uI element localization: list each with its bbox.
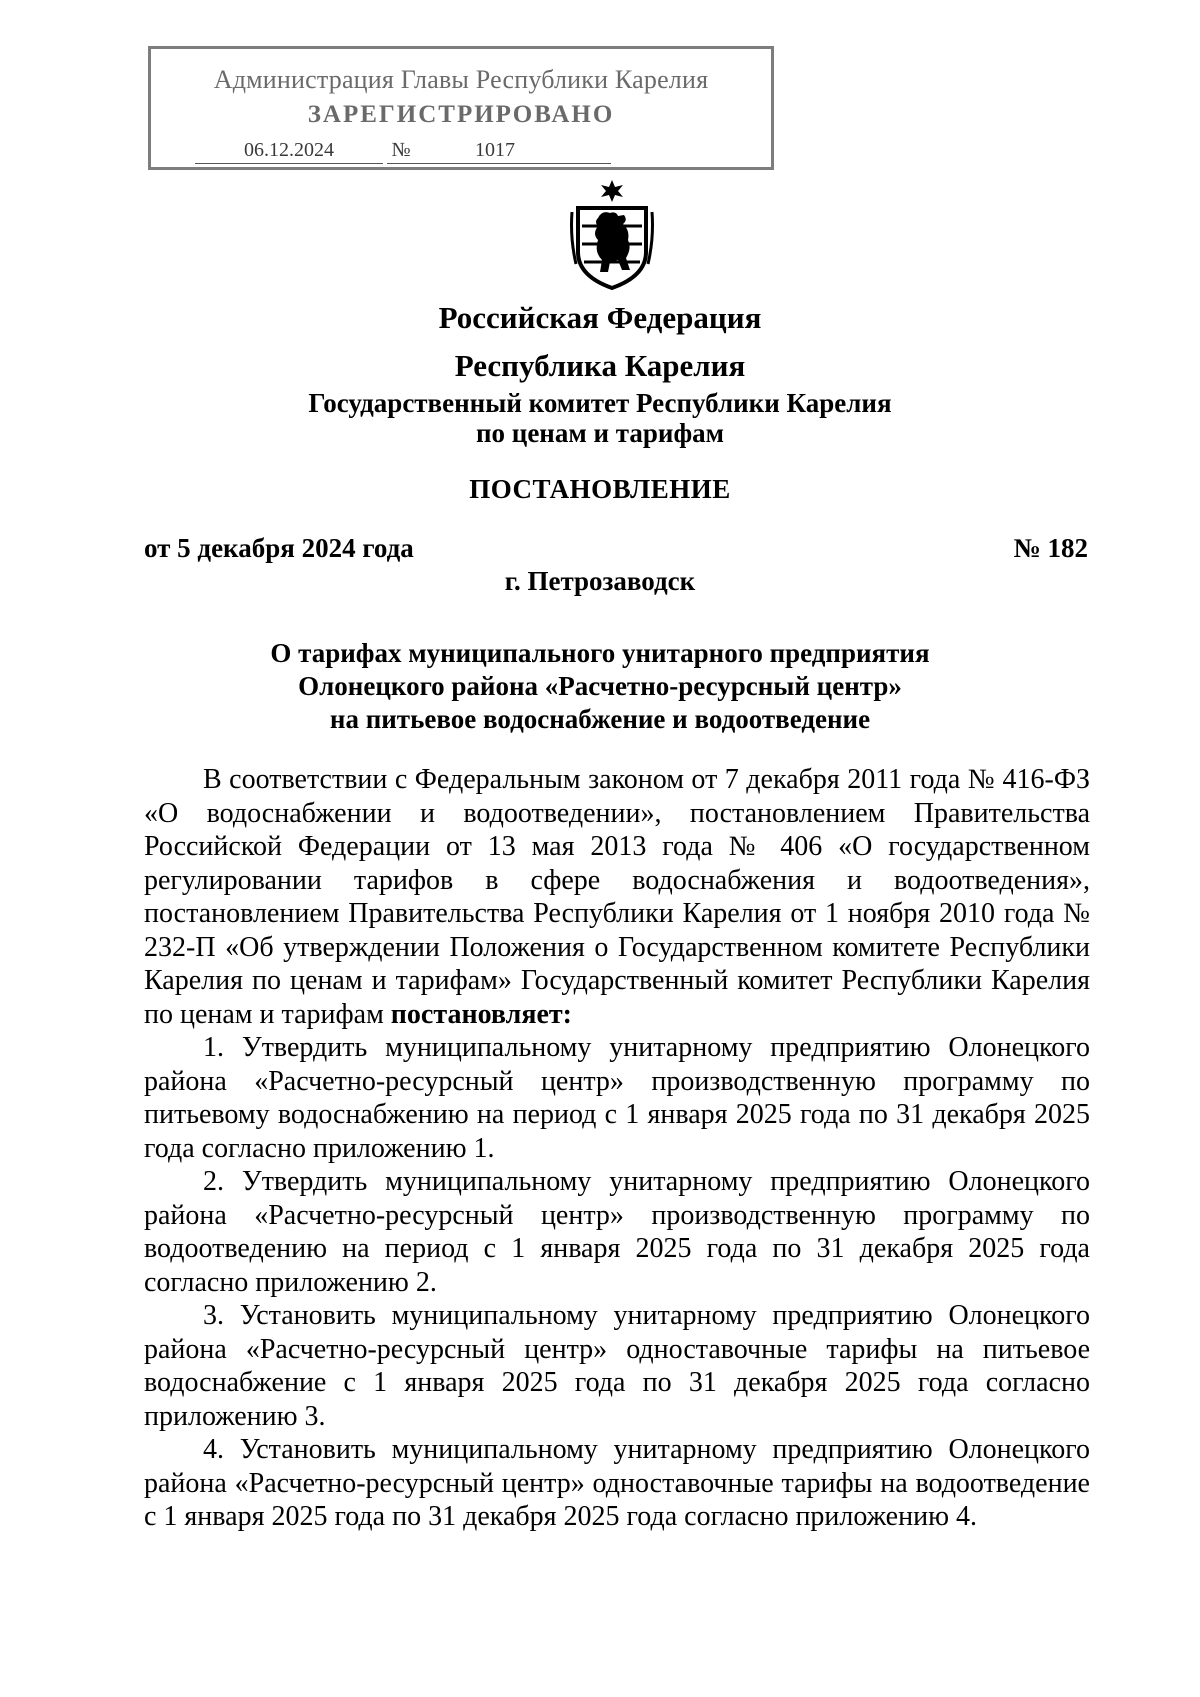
document-type: ПОСТАНОВЛЕНИЕ xyxy=(469,474,731,504)
decree-number: № 182 xyxy=(1013,533,1088,563)
stamp-status: ЗАРЕГИСТРИРОВАНО xyxy=(307,101,615,128)
header-committee-line1: Государственный комитет Республики Карелия xyxy=(308,388,892,418)
preamble-text: В соответствии с Федеральным законом от 7 декабря 2011 года № 416-ФЗ «О водоснабжении и водоотведении», постановлением Правительства Российской Федерации от 13 мая 2013 года № 406 «О государственном регулировании тарифов в сфере водоснабжения и водоотведения», постановлением Правительства Республики Карелия от 1 ноября 2010 года № 232-П «Об утверждении Положения о Государственном комитете Республики Карелия по ценам и тарифам» Государственный комитет Республики Карелия по ценам и тарифам xyxy=(144,764,1090,1030)
decree-title xyxy=(0,637,1200,736)
header-federation: Российская Федерация xyxy=(438,300,762,335)
decree-item-2: 2. Утвердить муниципальному унитарному предприятию Олонецкого района «Расчетно-ресурсный центр» производственную программу по водоотведению на период с 1 января 2025 года по 31 декабря 2025 года согласно приложению 2. xyxy=(144,1166,1090,1298)
stamp-registration-line xyxy=(195,139,615,167)
stamp-number: 1017 xyxy=(415,139,611,164)
decree-item-4: 4. Установить муниципальному унитарному предприятию Олонецкого района «Расчетно-ресурсный центр» одноставочные тарифы на водоотведение с 1 января 2025 года по 31 декабря 2025 года согласно приложению 4. xyxy=(144,1434,1090,1532)
decree-item-3: 3. Установить муниципальному унитарному предприятию Олонецкого района «Расчетно-ресурсный центр» одноставочные тарифы на питьевое водоснабжение с 1 января 2025 года по 31 декабря 2025 года согласно приложению 3. xyxy=(144,1300,1090,1432)
decree-item-1: 1. Утвердить муниципальному унитарному предприятию Олонецкого района «Расчетно-ресурсный центр» производственную программу по питьевому водоснабжению на период с 1 января 2025 года по 31 декабря 2025 года согласно приложению 1. xyxy=(144,1032,1090,1164)
preamble-verb: постановляет: xyxy=(390,998,573,1030)
decree-city: г. Петрозаводск xyxy=(504,566,696,596)
decree-date: от 5 декабря 2024 года xyxy=(144,533,414,563)
title-line-2: Олонецкого района «Расчетно-ресурсный центр» xyxy=(298,671,902,701)
title-line-3: на питьевое водоснабжение и водоотведение xyxy=(329,704,871,734)
karelia-coat-of-arms-icon xyxy=(568,178,656,290)
preamble-paragraph xyxy=(144,763,1090,1031)
registration-stamp xyxy=(148,46,774,170)
title-line-1: О тарифах муниципального унитарного предприятия xyxy=(270,638,930,668)
stamp-organization: Администрация Главы Республики Карелия xyxy=(213,65,709,94)
stamp-number-sign: № xyxy=(387,139,415,164)
header-committee-line2: по ценам и тарифам xyxy=(475,418,725,448)
header-republic: Республика Карелия xyxy=(454,348,746,383)
stamp-date: 06.12.2024 xyxy=(195,139,383,164)
decree-body xyxy=(144,763,1090,1534)
